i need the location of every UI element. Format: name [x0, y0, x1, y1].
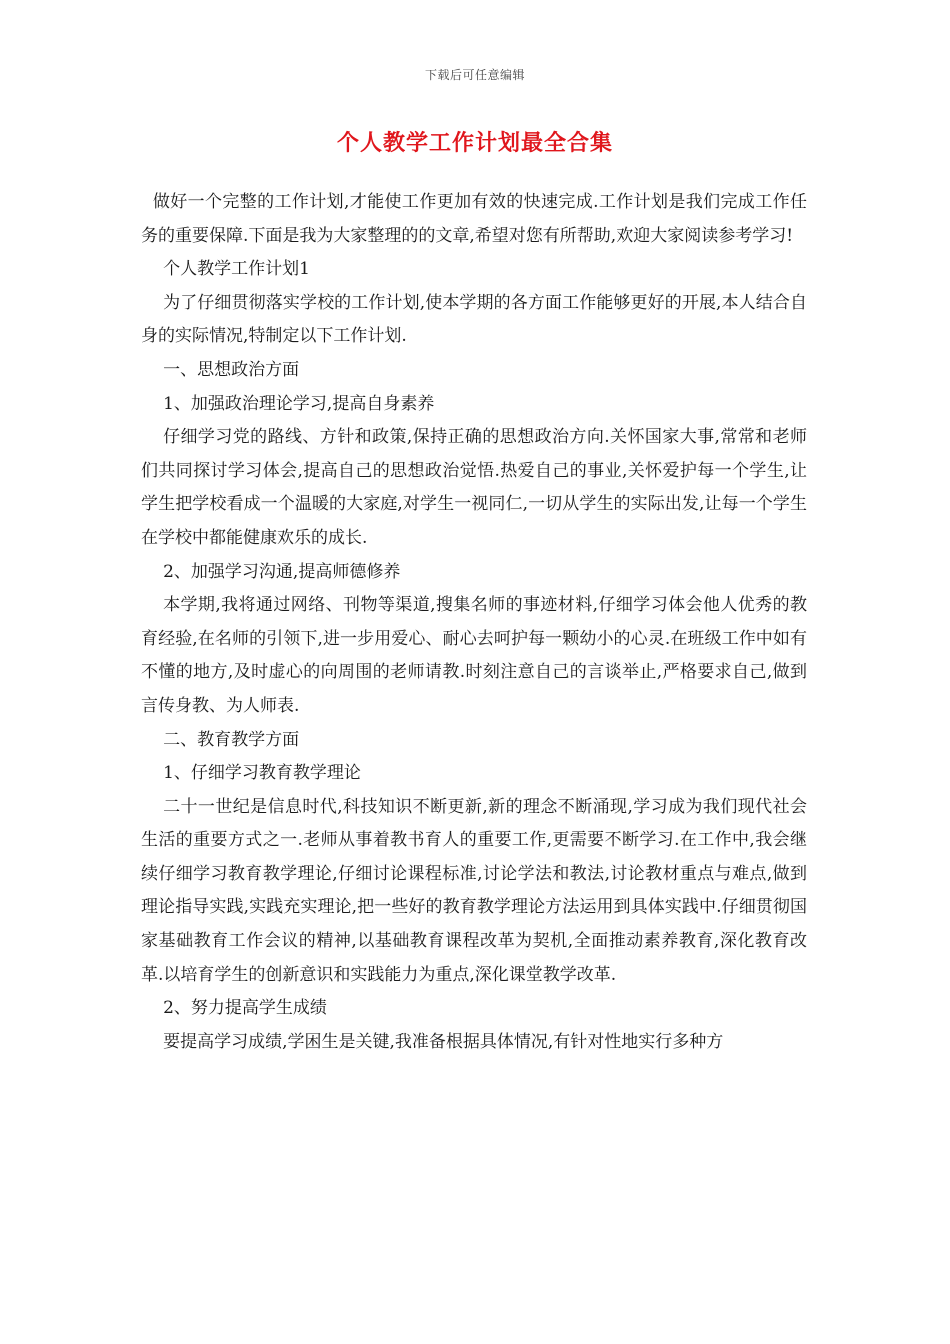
header-note: 下载后可任意编辑 [424, 68, 525, 82]
subheading: 2、加强学习沟通,提高师德修养 [163, 561, 401, 582]
paragraph: 二十一世纪是信息时代,科技知识不断更新,新的理念不断涌现,学习成为我们现代社会生活的重要方式之一.老师从事着教书育人的重要工作,更需要不断学习.在工作中,我会继续仔细学习教育教学理论,仔细讨论课程标准,讨论学法和教法,讨论教材重点与难点,做到理论指导实践,实践充实理论,把一些好的教育教学理论方法运用到具体实践中.仔细贯彻国家基础教育工作会议的精神,以基础教育课程改革为契机,全面推动素养教育,深化教育改革.以培育学生的创新意识和实践能力为重点,深化课堂教学改革. [141, 796, 807, 985]
paragraph: 为了仔细贯彻落实学校的工作计划,使本学期的各方面工作能够更好的开展,本人结合自身的实际情况,特制定以下工作计划. [141, 292, 807, 347]
paragraph: 仔细学习党的路线、方针和政策,保持正确的思想政治方向.关怀国家大事,常常和老师们共同探讨学习体会,提高自己的思想政治觉悟.热爱自己的事业,关怀爱护每一个学生,让学生把学校看成一个温暖的大家庭,对学生一视同仁,一切从学生的实际出发,让每一个学生在学校中都能健康欢乐的成长. [141, 427, 807, 548]
document-body [141, 186, 807, 1059]
section-heading-teaching: 二、教育教学方面 [163, 729, 300, 750]
subheading: 2、努力提高学生成绩 [163, 998, 327, 1019]
document-title: 个人教学工作计划最全合集 [336, 130, 613, 156]
section-heading-plan-1: 个人教学工作计划1 [163, 259, 310, 280]
subheading: 1、仔细学习教育教学理论 [163, 763, 361, 784]
section-heading-ideology: 一、思想政治方面 [163, 359, 300, 380]
paragraph: 要提高学习成绩,学困生是关键,我准备根据具体情况,有针对性地实行多种方 [163, 1031, 724, 1052]
paragraph: 本学期,我将通过网络、刊物等渠道,搜集名师的事迹材料,仔细学习体会他人优秀的教育经验,在名师的引领下,进一步用爱心、耐心去呵护每一颗幼小的心灵.在班级工作中如有不懂的地方,及时虚心的向周围的老师请教.时刻注意自己的言谈举止,严格要求自己,做到言传身教、为人师表. [141, 595, 807, 716]
intro-paragraph: 做好一个完整的工作计划,才能使工作更加有效的快速完成.工作计划是我们完成工作任务的重要保障.下面是我为大家整理的的文章,希望对您有所帮助,欢迎大家阅读参考学习! [141, 192, 807, 246]
subheading: 1、加强政治理论学习,提高自身素养 [163, 393, 435, 414]
